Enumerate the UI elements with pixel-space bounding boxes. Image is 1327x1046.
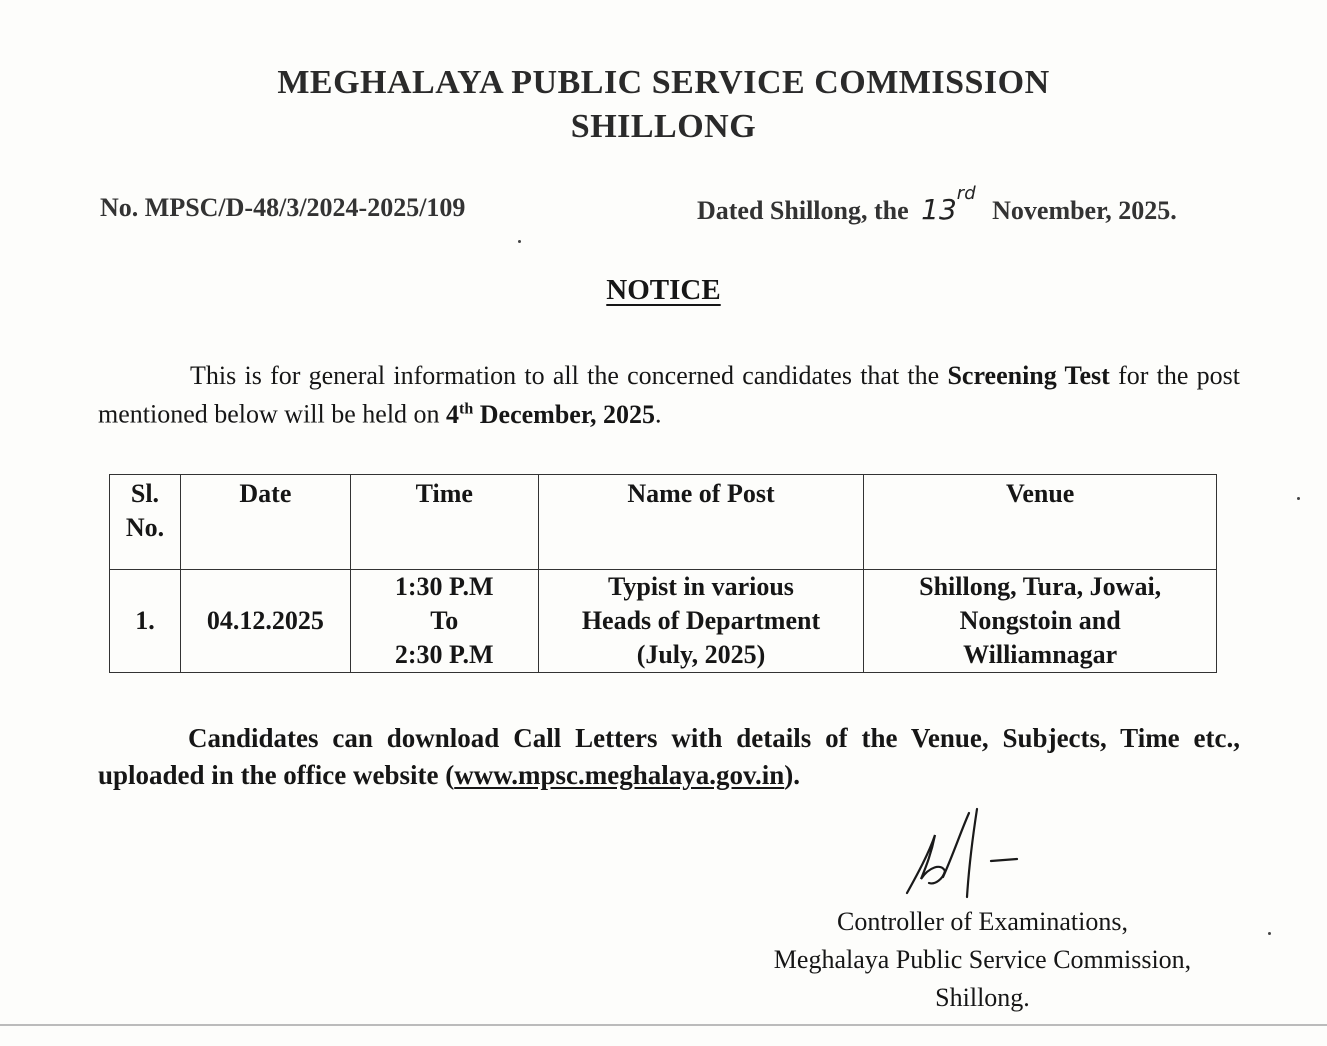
- cell-post: [538, 570, 864, 673]
- city-heading: SHILLONG: [570, 108, 757, 145]
- cell-post-line2: Heads of Department: [581, 606, 821, 635]
- header-sl-line1: Sl.: [130, 479, 160, 508]
- page-bottom-divider: [0, 1024, 1327, 1026]
- table-row: [110, 570, 1217, 673]
- intro-bold-screening-test: Screening Test: [947, 361, 1110, 390]
- intro-day-suffix: th: [459, 400, 474, 417]
- scan-speck: [518, 240, 521, 243]
- dated-prefix: Dated Shillong, the: [697, 196, 909, 225]
- cell-venue: [864, 570, 1217, 673]
- dated-line: [697, 183, 1177, 226]
- notice-title-text: NOTICE: [606, 274, 721, 306]
- scan-speck: [1297, 497, 1300, 500]
- table-header-row: [110, 475, 1217, 570]
- intro-day: 4: [446, 399, 460, 429]
- header-date: Date: [180, 475, 350, 570]
- download-note-text-2: ).: [784, 760, 801, 790]
- signature-mark-icon: [895, 805, 1035, 905]
- cell-sl: 1.: [110, 570, 181, 673]
- cell-post-line1: Typist in various: [608, 572, 794, 601]
- signature-block: [740, 903, 1225, 1017]
- handwritten-day: 13: [921, 193, 957, 226]
- intro-paragraph: [98, 359, 1240, 431]
- schedule-table: [109, 474, 1217, 673]
- intro-bold-date: [446, 400, 655, 429]
- header-sl-no: [110, 475, 181, 570]
- website-link[interactable]: www.mpsc.meghalaya.gov.in: [454, 760, 785, 790]
- intro-text-2: for the post mentioned below will be held on: [98, 361, 1240, 429]
- header-sl-line2: No.: [125, 513, 165, 542]
- signatory-org: Meghalaya Public Service Commission,: [773, 945, 1192, 974]
- signatory-city: Shillong.: [935, 983, 1030, 1012]
- cell-time-end: 2:30 P.M: [394, 640, 494, 669]
- org-name-heading: MEGHALAYA PUBLIC SERVICE COMMISSION: [277, 64, 1050, 101]
- cell-time-start: 1:30 P.M: [394, 572, 494, 601]
- intro-text-3: .: [655, 399, 662, 429]
- cell-post-line3: (July, 2025): [636, 640, 766, 669]
- handwritten-day-suffix: rd: [956, 183, 976, 205]
- reference-number: No. MPSC/D-48/3/2024-2025/109: [100, 193, 466, 222]
- header-time: Time: [350, 475, 538, 570]
- cell-time: [350, 570, 538, 673]
- download-note-text-1: Candidates can download Call Letters with details of the Venue, Subjects, Time etc., uploaded in the office website (: [98, 723, 1240, 790]
- cell-venue-line3: Williamnagar: [963, 640, 1118, 669]
- header-post: Name of Post: [538, 475, 864, 570]
- download-note: [98, 720, 1240, 794]
- dated-month-year: November, 2025.: [992, 196, 1177, 225]
- cell-date: 04.12.2025: [180, 570, 350, 673]
- cell-venue-line1: Shillong, Tura, Jowai,: [919, 572, 1162, 601]
- header-venue: Venue: [864, 475, 1217, 570]
- cell-venue-line2: Nongstoin and: [959, 606, 1121, 635]
- cell-time-to: To: [430, 606, 459, 635]
- intro-month-year: December, 2025: [473, 399, 655, 429]
- notice-title: [0, 274, 1327, 307]
- intro-text-1: This is for general information to all the concerned candidates that the: [190, 361, 948, 390]
- signatory-title: Controller of Examinations,: [836, 907, 1128, 936]
- scan-speck: [1268, 932, 1271, 935]
